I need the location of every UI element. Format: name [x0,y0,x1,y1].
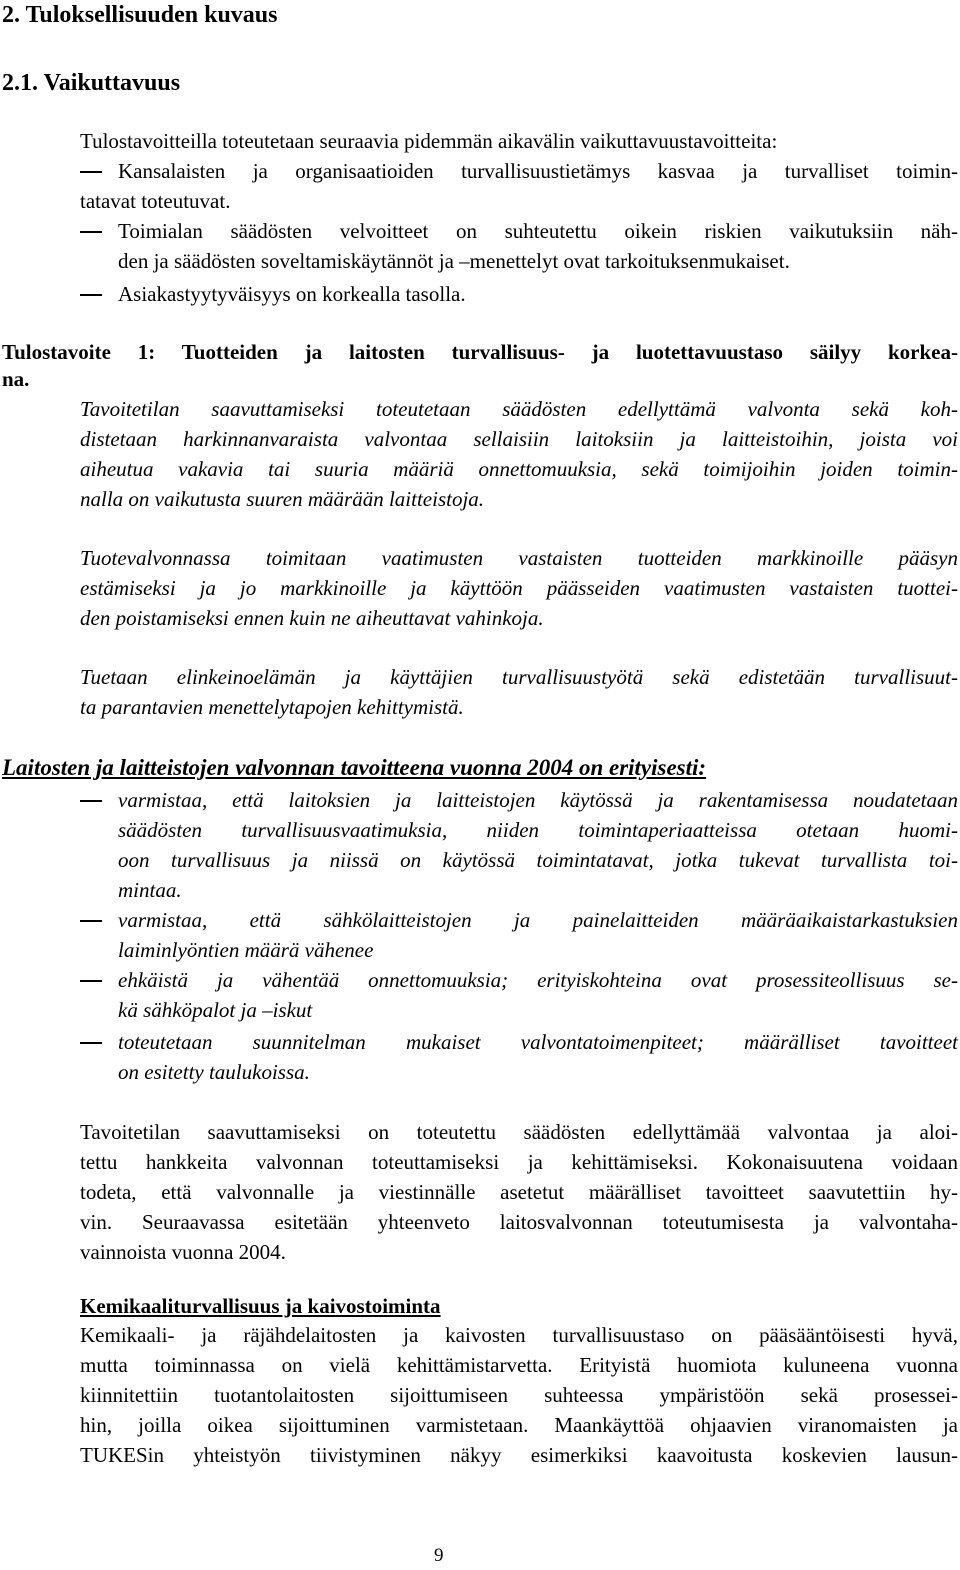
summary-line-1: Tavoitetilan saavuttamiseksi on toteutettu säädösten edellyttämää valvontaa ja aloi- [80,1120,958,1144]
goal-2004-bullet-2-line-2: laiminlyöntien määrä vähenee [118,938,374,962]
bullet-dash [80,800,102,802]
goal-2004-bullet-1-line-4: mintaa. [118,878,182,902]
chemical-title: Kemikaaliturvallisuus ja kaivostoiminta [80,1294,441,1318]
intro-bullet-2-line-2: den ja säädösten soveltamiskäytännöt ja –menettelyt ovat tarkoituksenmukaiset. [118,249,790,273]
chemical-line-5: TUKESin yhteistyön tiivistyminen näkyy esimerkiksi kaavoitusta koskevien lausun- [80,1443,958,1467]
goal-2004-bullet-1-line-2: säädösten turvallisuusvaatimuksia, niiden toimintaperiaatteissa otetaan huomi- [118,818,958,842]
bullet-dash [80,1042,102,1044]
goal-2004-title: Laitosten ja laitteistojen valvonnan tavoitteena vuonna 2004 on erityisesti: [2,755,707,780]
intro-bullet-1-line-2: tatavat toteutuvat. [80,189,231,213]
goal-2004-bullet-3-line-1: ehkäistä ja vähentää onnettomuuksia; erityiskohteina ovat prosessiteollisuus se- [118,968,958,992]
goal-para-1-line-1: Tavoitetilan saavuttamiseksi toteutetaan säädösten edellyttämä valvonta sekä koh- [80,397,958,421]
goal-para-3-line-1: Tuetaan elinkeinoelämän ja käyttäjien turvallisuustyötä sekä edistetään turvallisuut- [80,665,958,689]
goal-para-2-line-1: Tuotevalvonnassa toimitaan vaatimusten vastaisten tuotteiden markkinoille pääsyn [80,546,958,570]
bullet-dash [80,920,102,922]
bullet-dash [80,294,102,296]
bullet-dash [80,980,102,982]
section-heading: 2. Tuloksellisuuden kuvaus [2,2,278,28]
summary-line-5: vainnoista vuonna 2004. [80,1240,286,1264]
summary-line-4: vin. Seuraavassa esitetään yhteenveto laitosvalvonnan toteutumisesta ja valvontaha- [80,1210,958,1234]
intro-lead: Tulostavoitteilla toteutetaan seuraavia pidemmän aikavälin vaikuttavuustavoitteita: [80,129,778,153]
goal-para-1-line-2: distetaan harkinnanvaraista valvontaa sellaisiin laitoksiin ja laitteistoihin, joista voi [80,427,958,451]
intro-bullet-1-line-1: Kansalaisten ja organisaatioiden turvallisuustietämys kasvaa ja turvalliset toimin- [118,159,958,183]
summary-line-2: tettu hankkeita valvonnan toteuttamiseksi ja kehittämiseksi. Kokonaisuutena voidaan [80,1150,958,1174]
goal-2004-bullet-1-line-3: oon turvallisuus ja niissä on käytössä toimintatavat, jotka tukevat turvallista toi- [118,848,958,872]
subsection-heading: 2.1. Vaikuttavuus [2,70,181,96]
page-number: 9 [434,1545,444,1566]
intro-bullet-2-line-1: Toimialan säädösten velvoitteet on suhteutettu oikein riskien vaikutuksiin näh- [118,219,958,243]
goal-para-2-line-2: estämiseksi ja jo markkinoille ja käyttöön päässeiden vaatimusten vastaisten tuottei- [80,576,958,600]
goal-2004-bullet-3-line-2: kä sähköpalot ja –iskut [118,998,313,1022]
goal-para-1-line-4: nalla on vaikutusta suuren määrään laitteistoja. [80,487,485,511]
goal-2004-bullet-1-line-1: varmistaa, että laitoksien ja laitteistojen käytössä ja rakentamisessa noudatetaan [118,788,958,812]
goal-2004-bullet-2-line-1: varmistaa, että sähkölaitteistojen ja painelaitteiden määräaikaistarkastuksien [118,908,958,932]
goal-para-2-line-3: den poistamiseksi ennen kuin ne aiheuttavat vahinkoja. [80,606,544,630]
bullet-dash [80,231,102,233]
goal-para-1-line-3: aiheutua vakavia tai suuria määriä onnettomuuksia, sekä toimijoihin joiden toimin- [80,457,958,481]
chemical-line-2: mutta toiminnassa on vielä kehittämistarvetta. Erityistä huomiota kuluneena vuonna [80,1353,958,1377]
summary-line-3: todeta, että valvonnalle ja viestinnälle asetetut määrälliset tavoitteet saavutettiin hy- [80,1180,958,1204]
goal-title-line-1: Tulostavoite 1: Tuotteiden ja laitosten turvallisuus- ja luotettavuustaso säilyy korkea- [2,340,958,364]
bullet-dash [80,171,102,173]
goal-title-line-2: na. [2,367,30,391]
chemical-line-1: Kemikaali- ja räjähdelaitosten ja kaivosten turvallisuustaso on pääsääntöisesti hyvä, [80,1323,958,1347]
chemical-line-4: hin, joilla oikea sijoittuminen varmistetaan. Maankäyttöä ohjaavien viranomaisten ja [80,1413,958,1437]
chemical-line-3: kiinnitettiin tuotantolaitosten sijoittumiseen suhteessa ympäristöön sekä prosessei- [80,1383,958,1407]
goal-para-3-line-2: ta parantavien menettelytapojen kehittymistä. [80,695,464,719]
goal-2004-bullet-4-line-1: toteutetaan suunnitelman mukaiset valvontatoimenpiteet; määrälliset tavoitteet [118,1030,958,1054]
intro-bullet-3: Asiakastyytyväisyys on korkealla tasolla. [118,282,466,306]
goal-2004-bullet-4-line-2: on esitetty taulukoissa. [118,1060,310,1084]
